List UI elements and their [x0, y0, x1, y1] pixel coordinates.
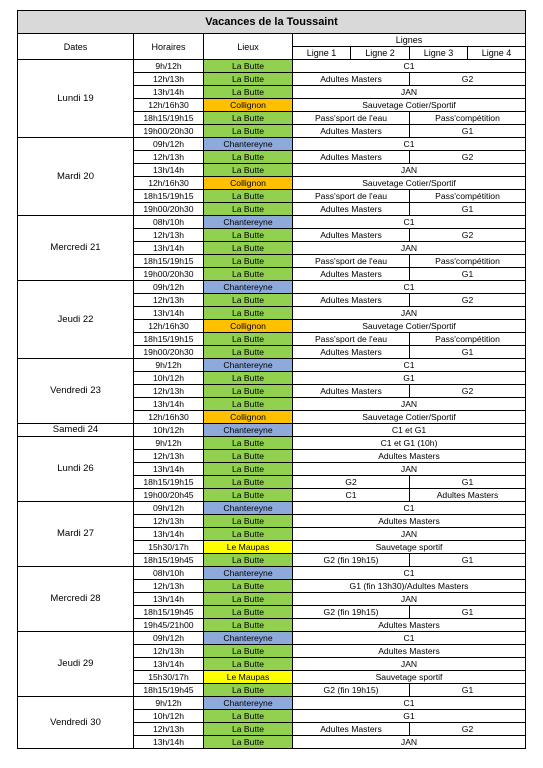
place-cell: Collignon [204, 177, 293, 190]
time-cell: 18h15/19h15 [134, 476, 204, 489]
time-cell: 12h/13h [134, 515, 204, 528]
time-cell: 12h/13h [134, 229, 204, 242]
place-cell: La Butte [204, 60, 293, 73]
group-cell: C1 et G1 (10h) [293, 437, 526, 450]
time-cell: 19h00/20h30 [134, 346, 204, 359]
time-cell: 13h/14h [134, 164, 204, 177]
place-cell: La Butte [204, 86, 293, 99]
time-cell: 13h/14h [134, 86, 204, 99]
time-cell: 9h/12h [134, 437, 204, 450]
group-cell: G2 [410, 385, 526, 398]
time-cell: 18h15/19h45 [134, 684, 204, 697]
group-cell: JAN [293, 398, 526, 411]
group-cell: JAN [293, 463, 526, 476]
table-row [18, 697, 526, 710]
group-cell: G2 [410, 723, 526, 736]
group-cell: Pass'sport de l'eau [293, 255, 410, 268]
place-cell: Chantereyne [204, 216, 293, 229]
group-cell: Sauvetage sportif [293, 541, 526, 554]
day-cell: Lundi 19 [18, 60, 134, 138]
place-cell: La Butte [204, 164, 293, 177]
group-cell: JAN [293, 736, 526, 749]
place-cell: Chantereyne [204, 424, 293, 437]
time-cell: 12h/13h [134, 723, 204, 736]
day-cell: Samedi 24 [18, 424, 134, 437]
group-cell: G2 [293, 476, 410, 489]
place-cell: La Butte [204, 684, 293, 697]
day-cell: Vendredi 30 [18, 697, 134, 749]
group-cell: Pass'compétition [410, 333, 526, 346]
group-cell: JAN [293, 593, 526, 606]
group-cell: C1 [293, 216, 526, 229]
group-cell: C1 [293, 697, 526, 710]
group-cell: Adultes Masters [293, 203, 410, 216]
group-cell: G1 [410, 606, 526, 619]
group-cell: Adultes Masters [293, 294, 410, 307]
place-cell: La Butte [204, 333, 293, 346]
header-ligne-1: Ligne 1 [293, 47, 351, 60]
schedule-table [17, 10, 526, 749]
group-cell: C1 et G1 [293, 424, 526, 437]
place-cell: Chantereyne [204, 281, 293, 294]
time-cell: 08h/10h [134, 216, 204, 229]
time-cell: 08h/10h [134, 567, 204, 580]
time-cell: 13h/14h [134, 658, 204, 671]
header-lignes: Lignes [293, 34, 526, 47]
group-cell: G1 [410, 554, 526, 567]
group-cell: G2 [410, 73, 526, 86]
group-cell: Pass'compétition [410, 112, 526, 125]
group-cell: Pass'compétition [410, 190, 526, 203]
time-cell: 18h15/19h15 [134, 190, 204, 203]
time-cell: 13h/14h [134, 593, 204, 606]
place-cell: Le Maupas [204, 671, 293, 684]
place-cell: Chantereyne [204, 138, 293, 151]
time-cell: 19h45/21h00 [134, 619, 204, 632]
place-cell: La Butte [204, 294, 293, 307]
time-cell: 12h/13h [134, 450, 204, 463]
table-row [18, 138, 526, 151]
place-cell: La Butte [204, 151, 293, 164]
group-cell: JAN [293, 658, 526, 671]
day-cell: Mardi 20 [18, 138, 134, 216]
time-cell: 13h/14h [134, 242, 204, 255]
place-cell: La Butte [204, 73, 293, 86]
place-cell: Chantereyne [204, 567, 293, 580]
group-cell: G1 [410, 203, 526, 216]
table-row [18, 424, 526, 437]
day-cell: Mardi 27 [18, 502, 134, 567]
place-cell: La Butte [204, 255, 293, 268]
group-cell: Adultes Masters [410, 489, 526, 502]
place-cell: La Butte [204, 463, 293, 476]
group-cell: Adultes Masters [293, 645, 526, 658]
group-cell: G1 [293, 710, 526, 723]
group-cell: G1 [410, 684, 526, 697]
time-cell: 13h/14h [134, 736, 204, 749]
time-cell: 12h/16h30 [134, 320, 204, 333]
place-cell: La Butte [204, 190, 293, 203]
time-cell: 9h/12h [134, 60, 204, 73]
place-cell: Collignon [204, 411, 293, 424]
time-cell: 18h15/19h15 [134, 112, 204, 125]
time-cell: 10h/12h [134, 372, 204, 385]
header-ligne-3: Ligne 3 [410, 47, 468, 60]
group-cell: G2 (fin 19h15) [293, 554, 410, 567]
time-cell: 12h/13h [134, 580, 204, 593]
time-cell: 9h/12h [134, 359, 204, 372]
time-cell: 18h15/19h15 [134, 333, 204, 346]
place-cell: La Butte [204, 606, 293, 619]
place-cell: La Butte [204, 229, 293, 242]
place-cell: La Butte [204, 450, 293, 463]
place-cell: La Butte [204, 580, 293, 593]
group-cell: Sauvetage sportif [293, 671, 526, 684]
place-cell: Chantereyne [204, 697, 293, 710]
table-row [18, 60, 526, 73]
time-cell: 18h15/19h15 [134, 255, 204, 268]
place-cell: Chantereyne [204, 632, 293, 645]
place-cell: La Butte [204, 307, 293, 320]
time-cell: 13h/14h [134, 463, 204, 476]
time-cell: 18h15/19h45 [134, 606, 204, 619]
time-cell: 19h00/20h30 [134, 268, 204, 281]
place-cell: La Butte [204, 489, 293, 502]
group-cell: C1 [293, 567, 526, 580]
group-cell: C1 [293, 489, 410, 502]
place-cell: La Butte [204, 658, 293, 671]
table-row [18, 359, 526, 372]
time-cell: 13h/14h [134, 398, 204, 411]
place-cell: La Butte [204, 723, 293, 736]
group-cell: Pass'sport de l'eau [293, 112, 410, 125]
time-cell: 15h30/17h [134, 671, 204, 684]
group-cell: G1 (fin 13h30)/Adultes Masters [293, 580, 526, 593]
group-cell: Adultes Masters [293, 515, 526, 528]
group-cell: Adultes Masters [293, 723, 410, 736]
place-cell: La Butte [204, 645, 293, 658]
place-cell: La Butte [204, 346, 293, 359]
group-cell: Adultes Masters [293, 151, 410, 164]
group-cell: C1 [293, 359, 526, 372]
time-cell: 13h/14h [134, 528, 204, 541]
place-cell: La Butte [204, 242, 293, 255]
place-cell: La Butte [204, 736, 293, 749]
time-cell: 10h/12h [134, 424, 204, 437]
time-cell: 12h/13h [134, 151, 204, 164]
group-cell: Pass'sport de l'eau [293, 333, 410, 346]
header-ligne-4: Ligne 4 [468, 47, 526, 60]
place-cell: Collignon [204, 320, 293, 333]
group-cell: JAN [293, 242, 526, 255]
table-row [18, 437, 526, 450]
time-cell: 12h/13h [134, 73, 204, 86]
time-cell: 09h/12h [134, 138, 204, 151]
table-row [18, 567, 526, 580]
schedule-body [18, 60, 526, 749]
place-cell: La Butte [204, 125, 293, 138]
group-cell: Adultes Masters [293, 125, 410, 138]
schedule-sheet [17, 10, 525, 749]
group-cell: G2 (fin 19h15) [293, 684, 410, 697]
day-cell: Mercredi 21 [18, 216, 134, 281]
place-cell: Chantereyne [204, 359, 293, 372]
time-cell: 12h/13h [134, 645, 204, 658]
group-cell: Adultes Masters [293, 346, 410, 359]
time-cell: 12h/16h30 [134, 99, 204, 112]
time-cell: 12h/13h [134, 294, 204, 307]
day-cell: Mercredi 28 [18, 567, 134, 632]
time-cell: 19h00/20h45 [134, 489, 204, 502]
day-cell: Vendredi 23 [18, 359, 134, 424]
group-cell: JAN [293, 307, 526, 320]
group-cell: Adultes Masters [293, 385, 410, 398]
group-cell: G1 [410, 476, 526, 489]
time-cell: 9h/12h [134, 697, 204, 710]
group-cell: Sauvetage Cotier/Sportif [293, 177, 526, 190]
group-cell: G1 [410, 125, 526, 138]
group-cell: Adultes Masters [293, 73, 410, 86]
group-cell: Pass'compétition [410, 255, 526, 268]
time-cell: 10h/12h [134, 710, 204, 723]
table-row [18, 281, 526, 294]
place-cell: La Butte [204, 619, 293, 632]
time-cell: 09h/12h [134, 502, 204, 515]
place-cell: La Butte [204, 112, 293, 125]
time-cell: 13h/14h [134, 307, 204, 320]
place-cell: Chantereyne [204, 502, 293, 515]
group-cell: Adultes Masters [293, 450, 526, 463]
group-cell: C1 [293, 281, 526, 294]
header-dates: Dates [18, 34, 134, 60]
group-cell: G1 [293, 372, 526, 385]
group-cell: C1 [293, 138, 526, 151]
group-cell: C1 [293, 60, 526, 73]
page-title: Vacances de la Toussaint [18, 11, 526, 34]
group-cell: G2 [410, 151, 526, 164]
place-cell: La Butte [204, 437, 293, 450]
group-cell: G1 [410, 346, 526, 359]
group-cell: Sauvetage Cotier/Sportif [293, 411, 526, 424]
header-horaires: Horaires [134, 34, 204, 60]
table-row [18, 216, 526, 229]
place-cell: La Butte [204, 515, 293, 528]
group-cell: C1 [293, 632, 526, 645]
group-cell: G2 [410, 229, 526, 242]
group-cell: G2 [410, 294, 526, 307]
day-cell: Jeudi 29 [18, 632, 134, 697]
group-cell: JAN [293, 86, 526, 99]
group-cell: JAN [293, 528, 526, 541]
group-cell: Pass'sport de l'eau [293, 190, 410, 203]
place-cell: La Butte [204, 203, 293, 216]
group-cell: G2 (fin 19h15) [293, 606, 410, 619]
place-cell: La Butte [204, 372, 293, 385]
group-cell: Adultes Masters [293, 268, 410, 281]
time-cell: 12h/13h [134, 385, 204, 398]
time-cell: 18h15/19h45 [134, 554, 204, 567]
group-cell: Adultes Masters [293, 619, 526, 632]
group-cell: C1 [293, 502, 526, 515]
time-cell: 09h/12h [134, 281, 204, 294]
place-cell: La Butte [204, 268, 293, 281]
header-ligne-2: Ligne 2 [351, 47, 410, 60]
table-row [18, 632, 526, 645]
day-cell: Jeudi 22 [18, 281, 134, 359]
place-cell: La Butte [204, 710, 293, 723]
group-cell: G1 [410, 268, 526, 281]
place-cell: La Butte [204, 398, 293, 411]
place-cell: La Butte [204, 554, 293, 567]
time-cell: 09h/12h [134, 632, 204, 645]
time-cell: 15h30/17h [134, 541, 204, 554]
table-row [18, 502, 526, 515]
time-cell: 12h/16h30 [134, 411, 204, 424]
header-lieux: Lieux [204, 34, 293, 60]
place-cell: La Butte [204, 476, 293, 489]
place-cell: Le Maupas [204, 541, 293, 554]
group-cell: Sauvetage Cotier/Sportif [293, 320, 526, 333]
group-cell: Sauvetage Cotier/Sportif [293, 99, 526, 112]
place-cell: La Butte [204, 385, 293, 398]
group-cell: Adultes Masters [293, 229, 410, 242]
place-cell: La Butte [204, 528, 293, 541]
place-cell: La Butte [204, 593, 293, 606]
time-cell: 19h00/20h30 [134, 125, 204, 138]
time-cell: 19h00/20h30 [134, 203, 204, 216]
day-cell: Lundi 26 [18, 437, 134, 502]
group-cell: JAN [293, 164, 526, 177]
place-cell: Collignon [204, 99, 293, 112]
time-cell: 12h/16h30 [134, 177, 204, 190]
